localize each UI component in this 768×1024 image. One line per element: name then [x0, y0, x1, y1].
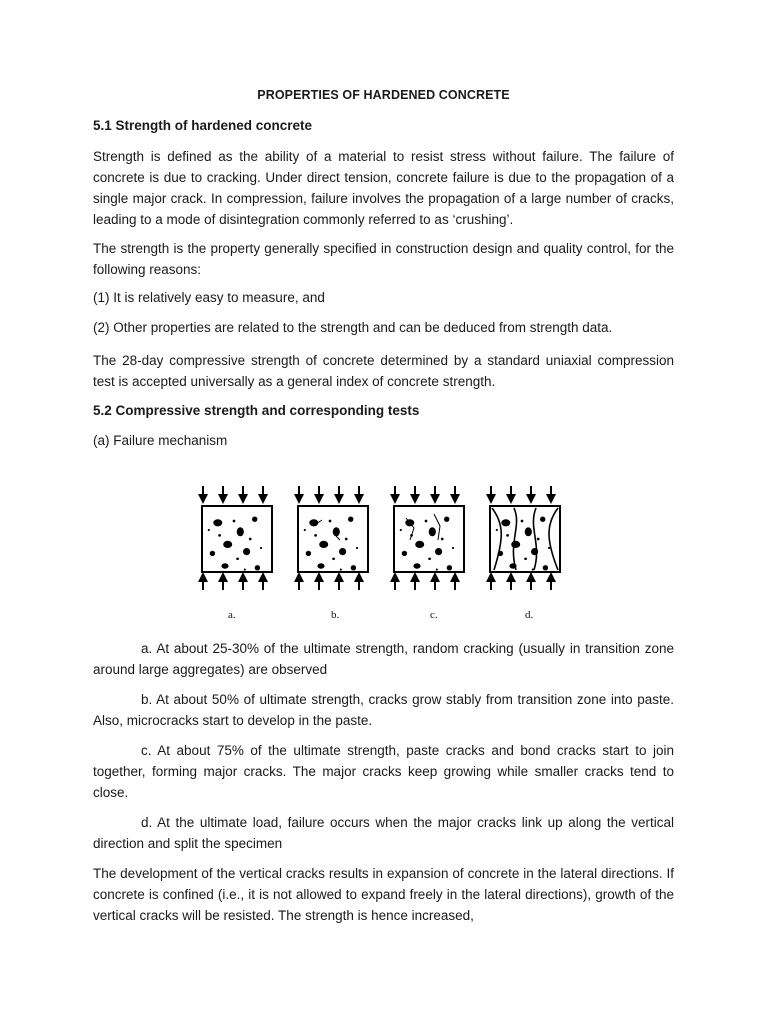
specimen-a	[198, 486, 272, 590]
paragraph-strength-reasons: The strength is the property generally specified in construction design and quality control, for the following reasons:	[93, 241, 674, 277]
subheading-failure-mechanism: (a) Failure mechanism	[93, 433, 228, 448]
reason-item-2: (2) Other properties are related to the strength and can be deduced from strength data.	[93, 320, 613, 335]
figure-label-c: c.	[430, 609, 438, 621]
failure-mechanism-figure	[190, 478, 580, 626]
figure-label-d: d.	[525, 609, 534, 621]
page-title: PROPERTIES OF HARDENED CONCRETE	[257, 88, 510, 102]
figure-label-a: a.	[228, 609, 236, 621]
specimen-b	[294, 486, 368, 590]
paragraph-strength-definition: Strength is defined as the ability of a material to resist stress without failure. The failure of concrete is due to cracking. Under direct tension, concrete failure is due to the propagation of a single major crack. In compression, failure involves the propagation of a large number of cracks, leading to a mode of disintegration commonly referred to as ‘crushing’.	[93, 149, 674, 227]
paragraph-lateral-expansion: The development of the vertical cracks results in expansion of concrete in the lateral directions. If concrete is confined (i.e., it is not allowed to expand freely in the lateral directions), growth of the vertical cracks will be resisted. The strength is hence increased,	[93, 866, 674, 923]
failure-stage-c: c. At about 75% of the ultimate strength, paste cracks and bond cracks start to join together, forming major cracks. The major cracks keep growing while smaller cracks tend to close.	[93, 743, 674, 800]
failure-stage-b: b. At about 50% of ultimate strength, cracks grow stably from transition zone into paste. Also, microcracks start to develop in the paste.	[93, 692, 674, 728]
paragraph-28-day-strength: The 28-day compressive strength of concrete determined by a standard uniaxial compression test is accepted universally as a general index of concrete strength.	[93, 353, 674, 389]
specimen-c	[390, 486, 464, 590]
reason-item-1: (1) It is relatively easy to measure, and	[93, 290, 325, 305]
section-heading-5-1: 5.1 Strength of hardened concrete	[93, 118, 313, 133]
failure-stage-a: a. At about 25-30% of the ultimate strength, random cracking (usually in transition zone around large aggregates) are observed	[93, 641, 674, 677]
section-heading-5-2: 5.2 Compressive strength and corresponding tests	[93, 403, 420, 418]
specimen-d	[486, 486, 560, 590]
failure-stage-d: d. At the ultimate load, failure occurs when the major cracks link up along the vertical direction and split the specimen	[93, 815, 674, 851]
figure-label-b: b.	[331, 609, 340, 621]
